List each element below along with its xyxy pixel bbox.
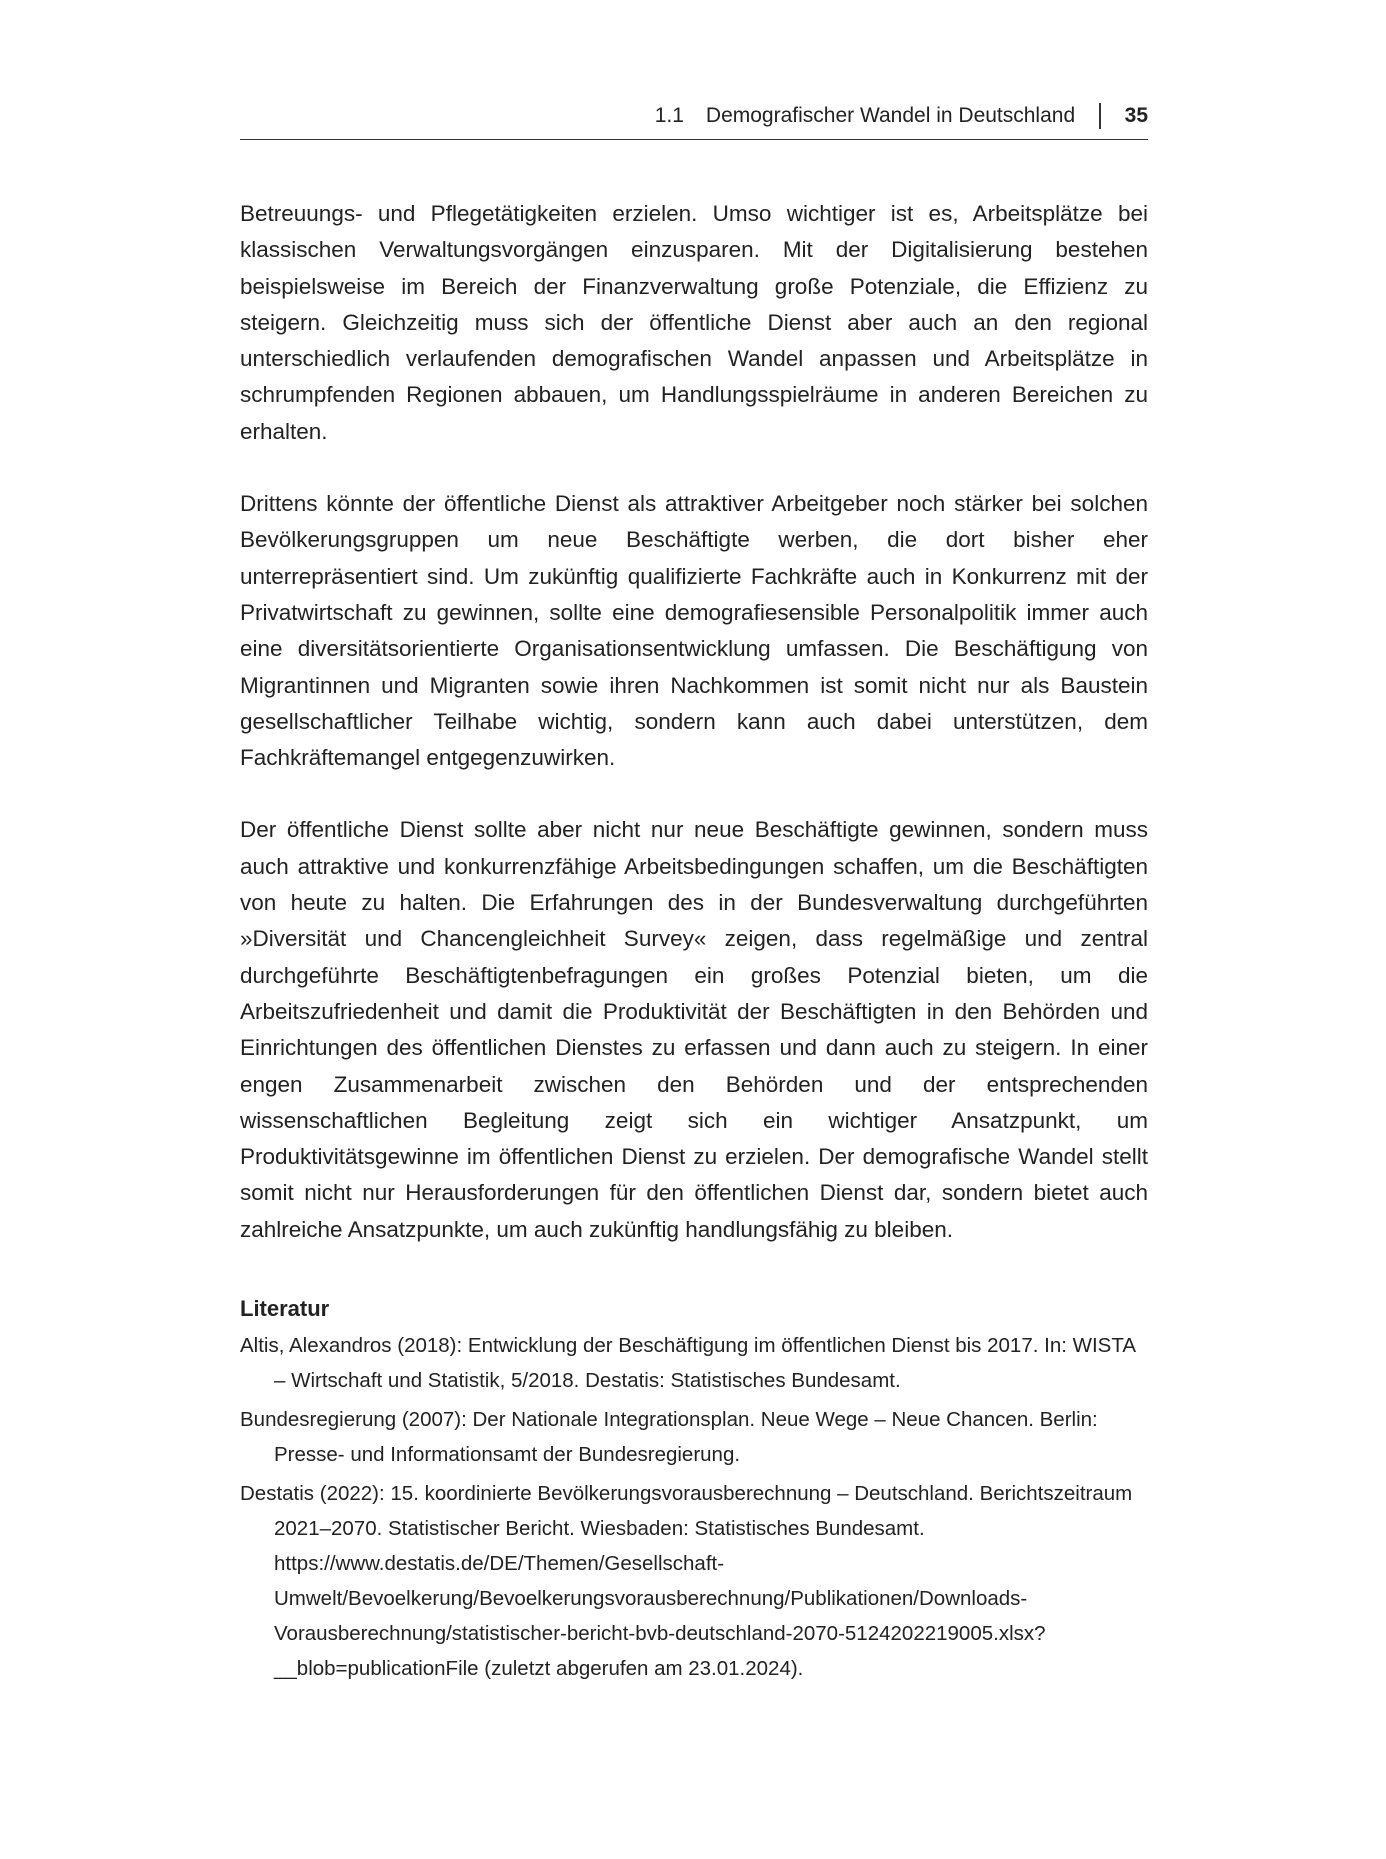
header-separator [1099,103,1101,129]
paragraph: Betreuungs- und Pflegetätigkeiten erzielen. Umso wichtiger ist es, Arbeitsplätze bei klassischen Verwaltungsvorgängen einzusparen. Mit der Digitalisierung bestehen beispielsweise im Bereich der Finanzverwaltung große Potenziale, die Effizienz zu steigern. Gleichzeitig muss sich der öffentliche Dienst aber auch an den regional unterschiedlich verlaufenden demografischen Wandel anpassen und Arbeitsplätze in schrumpfenden Regionen abbauen, um Handlungsspielräume in anderen Bereichen zu erhalten. [240,201,1148,444]
running-header [240,98,1148,140]
literature-entry: Bundesregierung (2007): Der Nationale Integrationsplan. Neue Wege – Neue Chancen. Berlin: Presse- und Informationsamt der Bundesregierung. [240,1408,1098,1466]
body-text [240,196,1148,1284]
paragraph: Drittens könnte der öffentliche Dienst als attraktiver Arbeitgeber noch stärker bei solchen Bevölkerungsgruppen um neue Beschäftigte werben, die dort bisher eher unterrepräsentiert sind. Um zukünftig qualifizierte Fachkräfte auch in Konkurrenz mit der Privatwirtschaft zu gewinnen, sollte eine demografiesensible Personalpolitik immer auch eine diversitätsorientierte Organisationsentwicklung umfassen. Die Beschäftigung von Migrantinnen und Migranten sowie ihren Nachkommen ist somit nicht nur als Baustein gesellschaftlicher Teilhabe wichtig, sondern kann auch dabei unterstützen, dem Fachkräftemangel entgegenzuwirken. [240,491,1148,771]
literature-entry: Altis, Alexandros (2018): Entwicklung der Beschäftigung im öffentlichen Dienst bis 2017. In: WISTA – Wirtschaft und Statistik, 5/2018. Destatis: Statistisches Bundesamt. [240,1334,1135,1392]
page-number: 35 [1124,103,1148,127]
literature-entry: Destatis (2022): 15. koordinierte Bevölkerungsvorausberechnung – Deutschland. Berichtszeitraum 2021–2070. Statistischer Bericht. Wiesbaden: Statistisches Bundesamt. https://www.destatis.de/DE/Themen/Gesellschaft-Umwelt/Bevoelkerung/Bevoelkerungsvorausberechnung/Publikationen/Downloads-Vorausberechnung/statistischer-bericht-bvb-deutschland-2070-5124202219005.xlsx?__blob=publicationFile (zuletzt abgerufen am 23.01.2024). [240,1482,1133,1680]
section-title: Demografischer Wandel in Deutschland [705,103,1076,127]
section-number: 1.1 [654,103,684,127]
literature-heading: Literatur [240,1296,330,1321]
literature-section [240,1292,1148,1690]
paragraph: Der öffentliche Dienst sollte aber nicht nur neue Beschäftigte gewinnen, sondern muss auch attraktive und konkurrenzfähige Arbeitsbedingungen schaffen, um die Beschäftigten von heute zu halten. Die Erfahrungen des in der Bundesverwaltung durchgeführten »Diversität und Chancengleichheit Survey« zeigen, dass regelmäßige und zentral durchgeführte Beschäftigtenbefragungen ein großes Potenzial bieten, um die Arbeitszufriedenheit und damit die Produktivität der Beschäftigten in den Behörden und Einrichtungen des öffentlichen Dienstes zu erfassen und dann auch zu steigern. In einer engen Zusammenarbeit zwischen den Behörden und der entsprechenden wissenschaftlichen Begleitung zeigt sich ein wichtiger Ansatzpunkt, um Produktivitätsgewinne im öffentlichen Dienst zu erzielen. Der demografische Wandel stellt somit nicht nur Herausforderungen für den öffentlichen Dienst dar, sondern bietet auch zahlreiche Ansatzpunkte, um auch zukünftig handlungsfähig zu bleiben. [240,817,1148,1242]
